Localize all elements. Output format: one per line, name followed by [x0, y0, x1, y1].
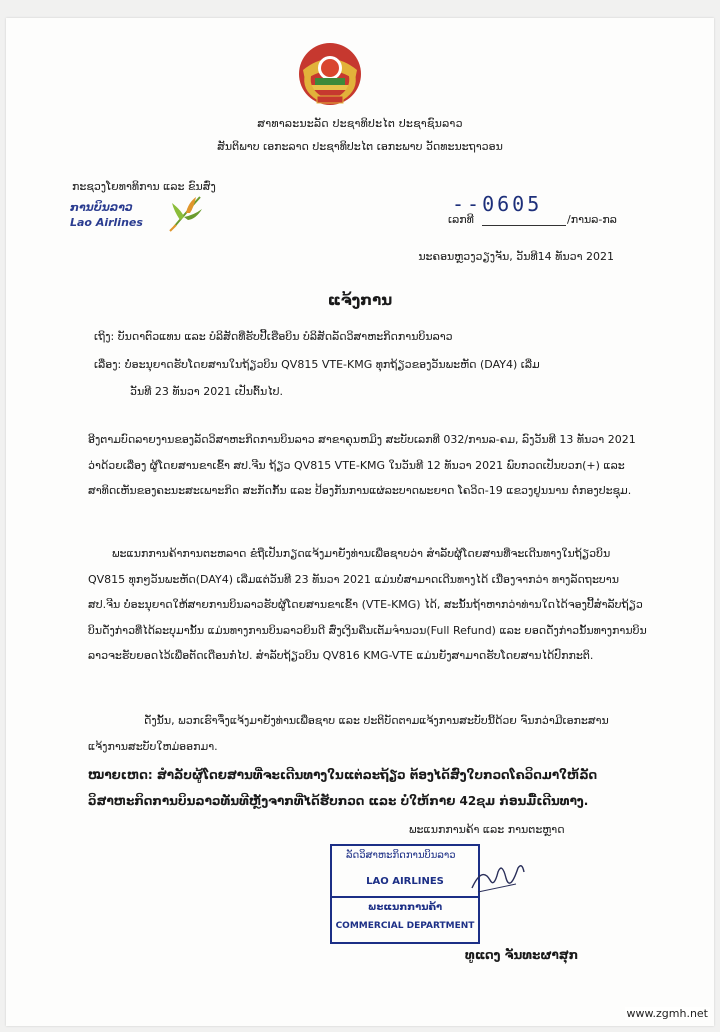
- subject-line-2: ວັນທີ 23 ທັນວາ 2021 ເປັນຕົ້ນໄປ.: [130, 385, 284, 398]
- logo-lao-text: ການບິນລາວ: [70, 201, 133, 214]
- stamp-dept-lao: ພະແນກການຄ້າ: [367, 902, 443, 913]
- date-line: ນະຄອນຫຼວງວຽງຈັນ, ວັນທີ14 ທັນວາ 2021: [418, 250, 614, 263]
- signer-name: ທູແດງ ຈັນທະຜາສຸກ: [465, 948, 579, 962]
- document-number-suffix: /ການລ-ກລ: [567, 213, 617, 226]
- stamp-brand-text: LAO AIRLINES: [366, 876, 444, 887]
- stamp-dept-en: COMMERCIAL DEPARTMENT: [335, 921, 475, 931]
- paragraph-1: ອີງຕາມບົດລາຍງານຂອງລັດວິສາຫະກິດການບິນລາວ ສາຂາຄຸນຫມິງ ສະບັບເລກທີ 032/ການລ-ຄມ, ລົງວັນທີ 13 ທັນວາ 2021 ວ່າດ້ວຍເລື່ອງ ຜູ້ໂດຍສານຂາເຂົ້າ ສປ.ຈີນ ຖ້ຽວ QV815 VTE-KMG ໃນວັນທີ 12 ທັນວາ 2021 ພົບກວດເປັນບວກ(+) ແລະ ສາທິດເຫັນຂອງຄະນະສະເພາະກິດ ສະກັດກັ້ນ ແລະ ປ້ອງກັນການແຜ່ລະບາດພະຍາດ ໂຄວິດ-19 ແຂວງຢູນນານ ຕໍ່ກອງປະຊຸມ.: [88, 433, 636, 497]
- document-number-value: --0605: [452, 192, 543, 216]
- watermark-text: www.zgmh.net: [626, 1007, 708, 1020]
- document-number-label: ເລກທີ: [448, 213, 474, 226]
- stamp-top-section: [332, 846, 478, 898]
- stamp-arc-text: ລັດວິສາຫະກິດການບິນລາວ: [346, 850, 456, 861]
- subject-line-1: ເລື່ອງ: ບໍ່ອະນຸຍາດຮັບໂດຍສານໃນຖ້ຽວບິນ QV815 VTE-KMG ທຸກຖ້ຽວຂອງວັນພະຫັດ (DAY4) ເລີ່ມ: [94, 358, 540, 371]
- note-paragraph: ໝາຍເຫດ: ສຳລັບຜູ້ໂດຍສານທີ່ຈະເດີນທາງໃນແຕ່ລະຖ້ຽວ ຕ້ອງໄດ້ສົ່ງໃບກວດໂຄວິດມາໃຫ້ລັດວິສາຫະກິດການບິນລາວທັນທີຫຼັງຈາກທີ່ໄດ້ຮັບກວດ ແລະ ບໍ່ໃຫ້ກາຍ 42ຊມ ກ່ອນມື້ເດີນທາງ.: [88, 768, 598, 808]
- logo-en-text: Lao Airlines: [70, 216, 143, 229]
- gov-header-line2: ສັນຕິພາບ ເອກະລາດ ປະຊາທິປະໄຕ ເອກະພາບ ວັດທະນະຖາວອນ: [217, 140, 503, 153]
- signatory-title: ພະແນກການຄ້າ ແລະ ການຕະຫຼາດ: [409, 823, 565, 836]
- lao-airlines-logo: [70, 193, 210, 238]
- gov-header-line1: ສາທາລະນະລັດ ປະຊາທິປະໄຕ ປະຊາຊົນລາວ: [257, 117, 463, 130]
- department-stamp: [330, 844, 480, 944]
- number-underline: [482, 225, 566, 226]
- paragraph-2: ພະແນກການຄ້າການຕະຫລາດ ຂໍຖືເປັນກຽດແຈ້ງມາຍັງທ່ານເພື່ອຊາບວ່າ ສຳລັບຜູ້ໂດຍສານທີ່ຈະເດີນທາງໃນຖ້ຽວບິນ QV815 ທຸກໆວັນພະຫັດ(DAY4) ເລີ່ມແຕ່ວັນທີ 23 ທັນວາ 2021 ແມ່ນບໍ່ສາມາດເດີນທາງໄດ້ ເນື່ອງຈາກວ່າ ທາງລັດຖະບານ ສປ.ຈີນ ບໍ່ອະນຸຍາດໃຫ້ສາຍການບິນລາວຮັບຜູ້ໂດຍສານຂາເຂົ້າ (VTE-KMG) ໄດ້, ສະນັ້ນຖ້າຫາກວ່າທ່ານໃດໄດ້ຈອງປີ້ສຳລັບຖ້ຽວບິນດັ່ງກ່າວທີ່ໄດ້ລະບຸມານັ້ນ ແມ່ນທາງການບິນລາວຍິນດີ ສົ່ງເງິນຄືນເຕັມຈຳນວນ(Full Refund) ແລະ ຍອດດັ່ງກ່າວນັ້ນທາງການບິນລາວຈະຮັບຍອດໄວ້ເພື່ອຕັດເດືອນກໍໄປ. ສຳລັບຖ້ຽວບິນ QV816 KMG-VTE ແມ່ນຍັງສາມາດຮັບໂດຍສານໄດ້ປົກກະຕິ.: [88, 547, 647, 662]
- paragraph-3: ດັ່ງນັ້ນ, ພວກເຮົາຈຶ່ງແຈ້ງມາຍັງທ່ານເພື່ອຊາບ ແລະ ປະຕິບັດຕາມແຈ້ງການສະບັບນີ້ດ້ວຍ ຈົນກວ່າມີເອກະສານແຈ້ງການສະບັບໃຫມ່ອອກມາ.: [88, 714, 609, 753]
- document-title: ແຈ້ງການ: [327, 291, 393, 309]
- ministry-name: ກະຊວງໂຍທາທິການ ແລະ ຂົນສົ່ງ: [72, 180, 216, 193]
- lao-emblem-icon: [297, 40, 363, 108]
- leaf-logo-icon: [166, 193, 204, 233]
- to-line: ເຖິງ: ບັນດາຕົວແທນ ແລະ ບໍລິສັດທີ່ຮັບປີ້ເຮືອບິນ ບໍລິສັດລັດວິສາຫະກິດການບິນລາວ: [94, 330, 453, 343]
- handwritten-signature-icon: [468, 858, 528, 898]
